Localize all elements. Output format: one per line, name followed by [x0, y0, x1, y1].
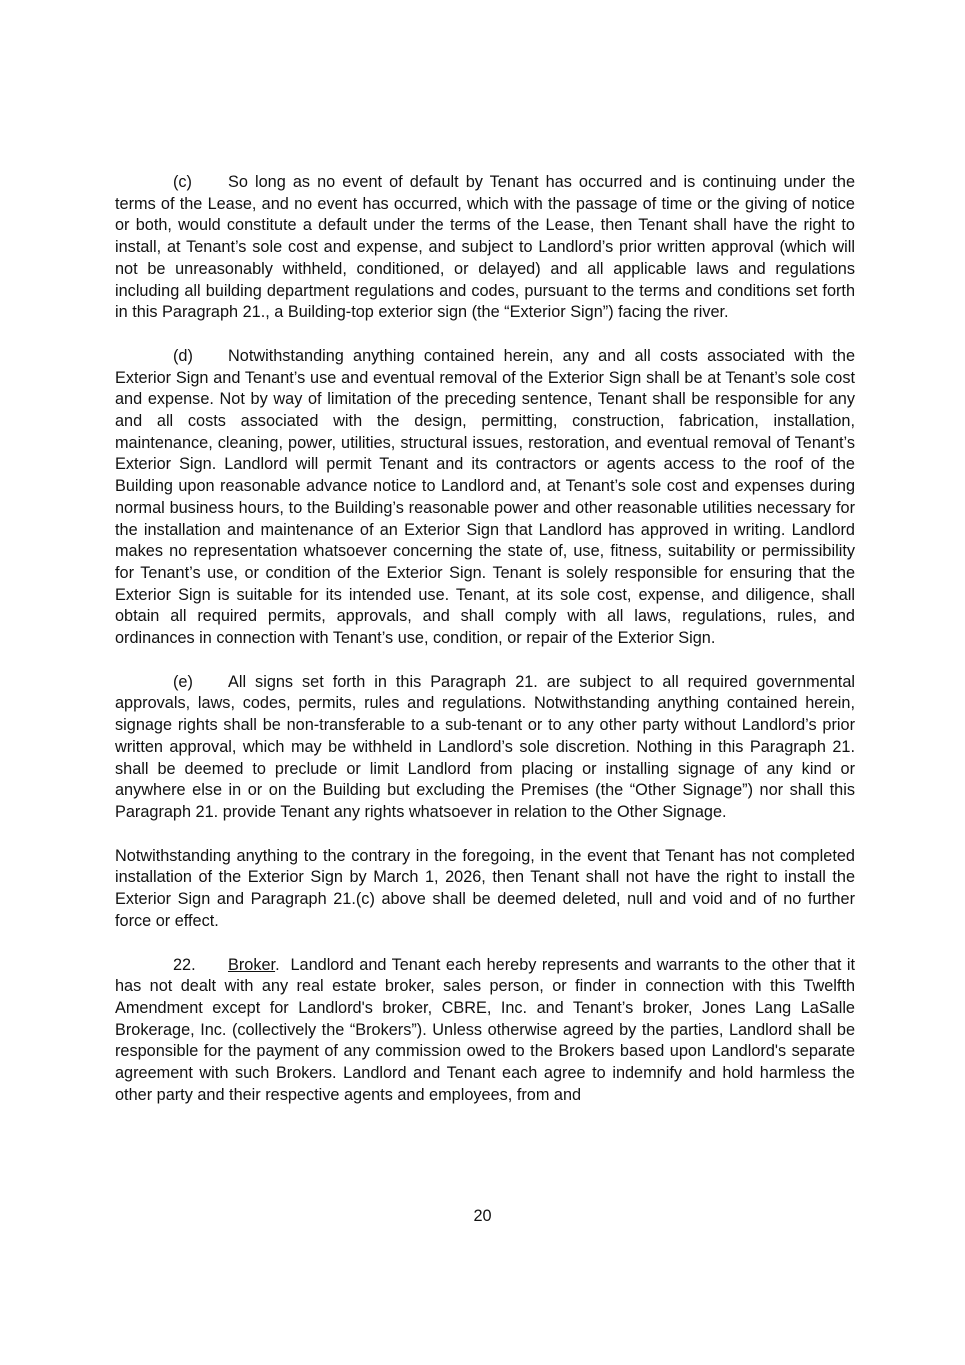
- paragraph-d-text: Notwithstanding anything contained herein, any and all costs associated with the Exterior Sign and Tenant’s use and eventual removal of the Exterior Sign shall be at Tenant’s sole cost and expense. Not by way of limitation of the preceding sentence, Tenant shall be responsible for any and all costs associated with the design, permitting, construction, fabrication, installation, maintenance, cleaning, power, utilities, structural issues, restoration, and eventual removal of Tenant’s Exterior Sign. Landlord will permit Tenant and its contractors or agents access to the roof of the Building upon reasonable advance notice to Landlord and, at Tenant’s sole cost and expenses during normal business hours, to the Building’s reasonable power and other reasonable utilities necessary for the installation and maintenance of an Exterior Sign that Landlord has approved in writing. Landlord makes no representation whatsoever concerning the state of, use, fitness, suitability or permissibility for Tenant’s use, or condition of the Exterior Sign. Tenant is solely responsible for ensuring that the Exterior Sign is suitable for its intended use. Tenant, at its sole cost, expense, and diligence, shall obtain all required permits, approvals, and shall comply with all laws, regulations, rules, and ordinances in connection with Tenant’s use, condition, or repair of the Exterior Sign.: [115, 346, 855, 648]
- paragraph-broker-text: Landlord and Tenant each hereby represents and warrants to the other that it has not dealt with any real estate broker, sales person, or finder in connection with this Twelfth Amendment except for Landlord's broker, CBRE, Inc. and Tenant’s broker, Jones Lang LaSalle Brokerage, Inc. (collectively the “Brokers”). Unless otherwise agreed by the parties, Landlord shall be responsible for the payment of any commission owed to the Brokers based upon Landlord's separate agreement with such Brokers. Landlord and Tenant each agree to indemnify and hold harmless the other party and their respective agents and employees, from and: [115, 955, 855, 1104]
- section-heading-punct: .: [275, 955, 280, 974]
- paragraph-d-label: (d): [173, 346, 193, 365]
- paragraph-c: [115, 172, 855, 324]
- paragraph-e: [115, 672, 855, 824]
- paragraph-broker: [115, 955, 855, 1107]
- document-page: [115, 172, 855, 1128]
- paragraph-e-text: All signs set forth in this Paragraph 21. are subject to all required governmental approvals, laws, codes, permits, rules and regulations. Notwithstanding anything contained herein, signage rights shall be non-transferable to a sub-tenant or to any other party without Landlord’s prior written approval, which may be withheld in Landlord’s sole discretion. Nothing in this Paragraph 21. shall be deemed to preclude or limit Landlord from placing or installing signage of any kind or anywhere else in or on the Building but excluding the Premises (the “Other Signage”) nor shall this Paragraph 21. provide Tenant any rights whatsoever in relation to the Other Signage.: [115, 672, 855, 821]
- section-heading: Broker: [228, 955, 276, 974]
- paragraph-d: [115, 346, 855, 650]
- paragraph-e-label: (e): [173, 672, 193, 691]
- paragraph-c-label: (c): [173, 173, 192, 191]
- section-number: 22.: [173, 955, 196, 974]
- paragraph-notwithstanding-text: Notwithstanding anything to the contrary in the foregoing, in the event that Tenant has not completed installation of the Exterior Sign by March 1, 2026, then Tenant shall not have the right to install the Exterior Sign and Paragraph 21.(c) above shall be deemed deleted, null and void and of no further force or effect.: [115, 846, 855, 930]
- paragraph-notwithstanding: [115, 846, 855, 933]
- page-number: 20: [473, 1207, 492, 1225]
- paragraph-c-text: So long as no event of default by Tenant has occurred and is continuing under the terms of the Lease, and no event has occurred, which with the passage of time or the giving of notice or both, would constitute a default under the terms of the Lease, then Tenant shall have the right to install, at Tenant’s sole cost and expense, and subject to Landlord’s prior written approval (which will not be unreasonably withheld, conditioned, or delayed) and all applicable laws and regulations including all building department regulations and codes, pursuant to the terms and conditions set forth in this Paragraph 21., a Building-top exterior sign (the “Exterior Sign”) facing the river.: [115, 173, 855, 322]
